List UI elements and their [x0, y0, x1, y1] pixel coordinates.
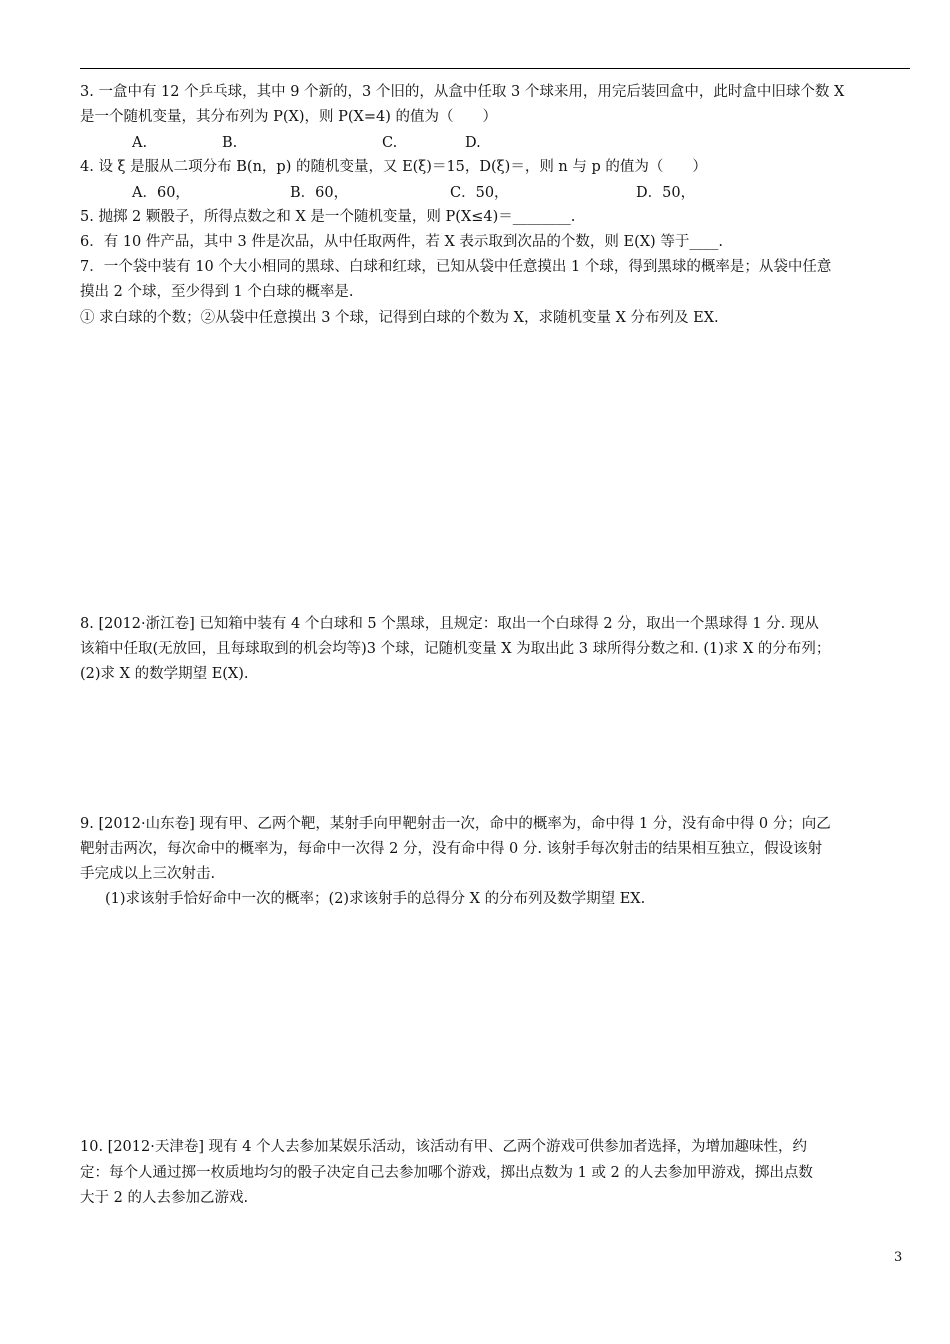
- q10-line2: 定：每个人通过掷一枚质地均匀的骰子决定自己去参加哪个游戏，掷出点数为 1 或 2 的人去参加甲游戏，掷出点数: [80, 1165, 813, 1181]
- q9-line4: (1)求该射手恰好命中一次的概率；(2)求该射手的总得分 X 的分布列及数学期望 EX.: [105, 891, 646, 907]
- q4-option-a: A．60，: [132, 185, 190, 201]
- q7-line3: ① 求白球的个数；②从袋中任意摸出 3 个球，记得到白球的个数为 X，求随机变量 X 分布列及 EX.: [80, 310, 719, 326]
- q4-option-b: B．60，: [290, 185, 349, 201]
- q3-option-d: D.: [465, 135, 481, 151]
- q7-line1: 7．一个袋中装有 10 个大小相同的黑球、白球和红球，已知从袋中任意摸出 1 个球，得到黑球的概率是；从袋中任意: [80, 259, 832, 275]
- q4-line1: 4. 设 ξ 是服从二项分布 B(n，p) 的随机变量，又 E(ξ)＝15，D(ξ)＝，则 n 与 p 的值为（ ）: [80, 159, 707, 175]
- q8-line2: 该箱中任取(无放回，且每球取到的机会均等)3 个球，记随机变量 X 为取出此 3 球所得分数之和. (1)求 X 的分布列；: [80, 641, 831, 657]
- q3-line1: 3. 一盒中有 12 个乒乓球，其中 9 个新的，3 个旧的，从盒中任取 3 个球来用，用完后装回盒中，此时盒中旧球个数 X: [80, 84, 845, 100]
- q3-option-b: B.: [222, 135, 238, 151]
- q9-line1: 9. [2012·山东卷] 现有甲、乙两个靶，某射手向甲靶射击一次，命中的概率为，命中得 1 分，没有命中得 0 分；向乙: [80, 816, 831, 832]
- q3-option-c: C.: [382, 135, 398, 151]
- q8-line1: 8. [2012·浙江卷] 已知箱中装有 4 个白球和 5 个黑球，且规定：取出一个白球得 2 分，取出一个黑球得 1 分. 现从: [80, 616, 819, 632]
- q9-line3: 手完成以上三次射击.: [80, 866, 216, 882]
- q7-line2: 摸出 2 个球，至少得到 1 个白球的概率是.: [80, 284, 354, 300]
- q8-line3: (2)求 X 的数学期望 E(X).: [80, 666, 249, 682]
- q10-line1: 10. [2012·天津卷] 现有 4 个人去参加某娱乐活动，该活动有甲、乙两个游戏可供参加者选择，为增加趣味性，约: [80, 1139, 808, 1155]
- q3-option-a: A.: [132, 135, 148, 151]
- q4-option-c: C．50，: [450, 185, 509, 201]
- header-rule: [80, 68, 910, 69]
- q10-line3: 大于 2 的人去参加乙游戏.: [80, 1190, 249, 1206]
- q5-text: 5. 抛掷 2 颗骰子，所得点数之和 X 是一个随机变量，则 P(X≤4)＝________.: [80, 209, 576, 225]
- page-number: 3: [894, 1250, 903, 1265]
- q3-line2: 是一个随机变量，其分布列为 P(X)，则 P(X=4) 的值为（ ）: [80, 109, 497, 125]
- q4-option-d: D．50，: [636, 185, 696, 201]
- q9-line2: 靶射击两次，每次命中的概率为，每命中一次得 2 分，没有命中得 0 分. 该射手每次射击的结果相互独立，假设该射: [80, 841, 823, 857]
- q6-text: 6．有 10 件产品，其中 3 件是次品，从中任取两件，若 X 表示取到次品的个数，则 E(X) 等于____.: [80, 234, 723, 250]
